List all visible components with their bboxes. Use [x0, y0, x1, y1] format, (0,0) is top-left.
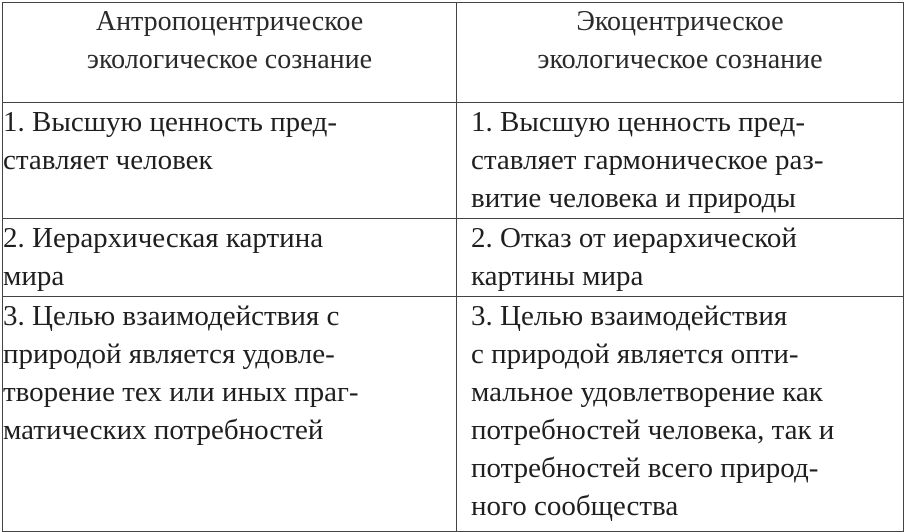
header-anthropocentric: [3, 3, 457, 103]
header-ecocentric: [457, 3, 904, 103]
header-line: экологическое сознание: [86, 44, 373, 75]
table-row: [3, 297, 904, 532]
cell-left: [3, 219, 457, 297]
header-line: экологическое сознание: [537, 44, 823, 75]
comparison-table: [2, 2, 904, 532]
cell-left: [3, 103, 457, 219]
cell-line: с природой является опти-: [471, 338, 799, 370]
cell-line: картины мира: [471, 260, 644, 292]
header-line: Экоцентрическое: [576, 6, 784, 37]
cell-line: 2. Отказ от иерархической: [471, 222, 797, 254]
cell-left: [3, 297, 457, 532]
cell-line: потребностей человека, так и: [471, 414, 835, 446]
cell-line: потребностей всего природ-: [471, 452, 819, 484]
cell-line: ного сообщества: [471, 490, 679, 522]
cell-right: [457, 297, 904, 532]
cell-right: [457, 219, 904, 297]
cell-line: творение тех или иных праг-: [3, 376, 359, 408]
cell-line: мира: [3, 260, 65, 292]
header-line: Антропоцентрическое: [95, 6, 364, 37]
cell-line: 3. Целью взаимодействия с: [3, 300, 340, 332]
table-row: [3, 219, 904, 297]
header-row: [3, 3, 904, 103]
cell-line: мальное удовлетворение как: [471, 376, 823, 408]
cell-line: ставляет человек: [3, 144, 213, 176]
cell-line: 2. Иерархическая картина: [3, 222, 324, 254]
cell-line: витие человека и природы: [471, 182, 796, 214]
table-row: [3, 103, 904, 219]
cell-right: [457, 103, 904, 219]
cell-line: 1. Высшую ценность пред-: [471, 106, 806, 138]
cell-line: 1. Высшую ценность пред-: [3, 106, 338, 138]
cell-line: ставляет гармоническое раз-: [471, 144, 824, 176]
cell-line: природой является удовле-: [3, 338, 335, 370]
cell-line: матических потребностей: [3, 414, 324, 446]
cell-line: 3. Целью взаимодействия: [471, 300, 788, 332]
